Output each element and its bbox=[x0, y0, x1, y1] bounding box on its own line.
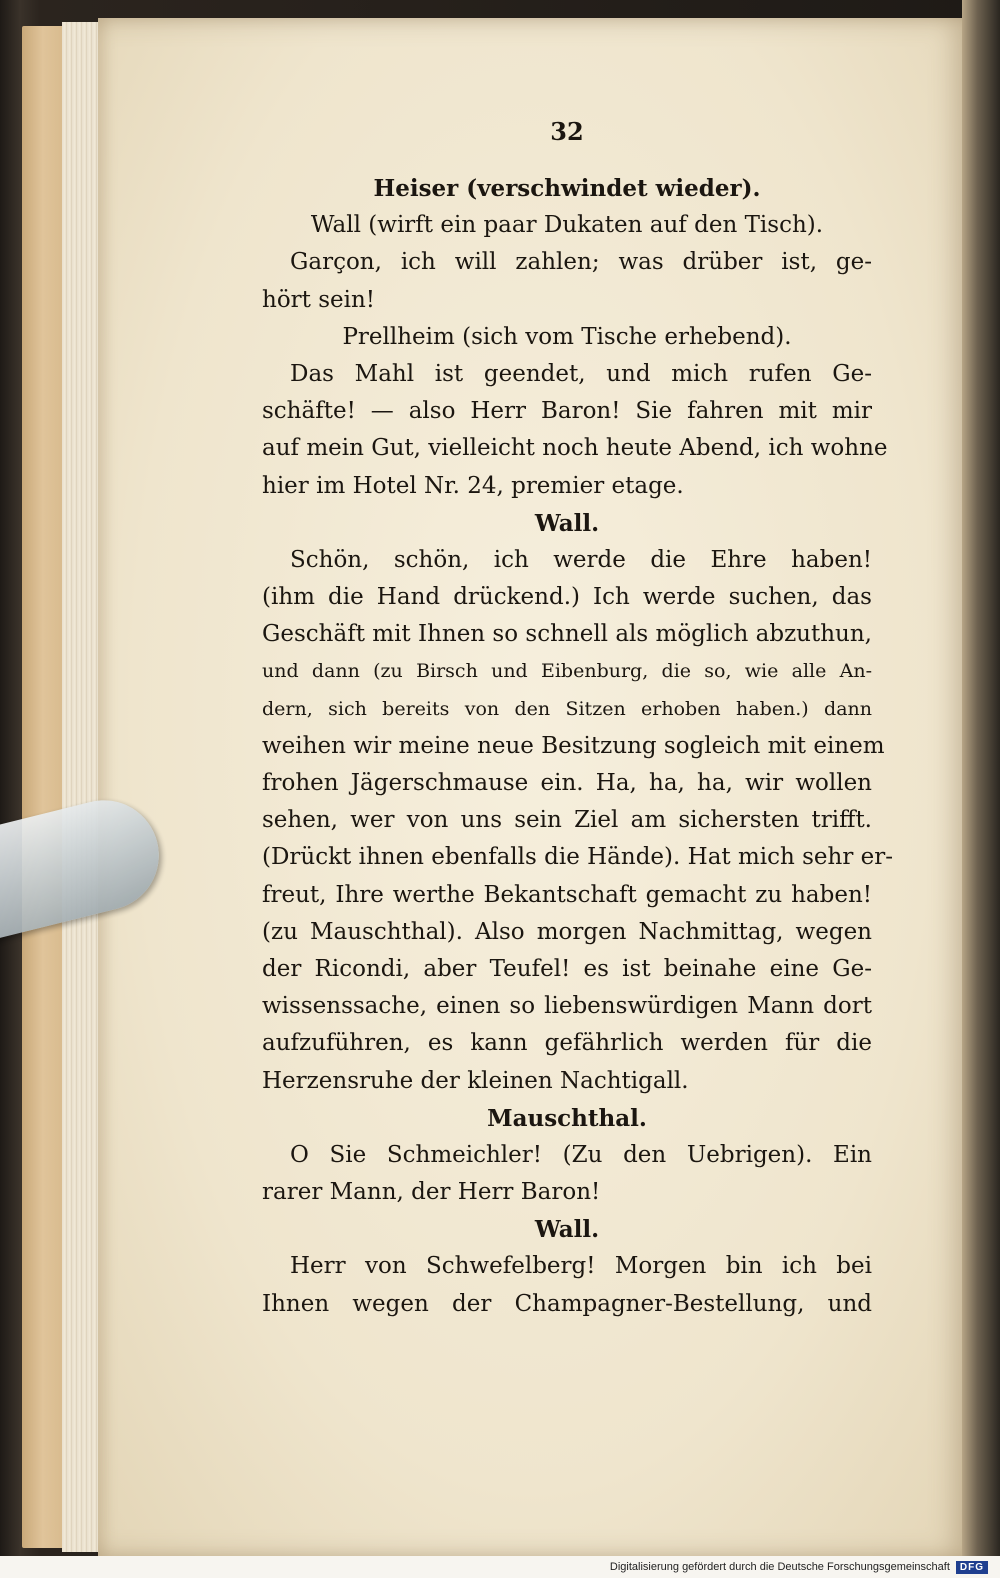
text-line: freut, Ihre werthe Bekantschaft gemacht zu haben! bbox=[262, 881, 872, 908]
text-line: Ihnen wegen der Champagner-Bestellung, und bbox=[262, 1290, 872, 1317]
text-line: weihen wir meine neue Besitzung sogleich mit einem bbox=[262, 732, 885, 759]
dfg-logo: DFG bbox=[956, 1561, 988, 1574]
text-line: Wall (wirft ein paar Dukaten auf den Tisch). bbox=[310, 212, 824, 239]
text-line: (Drückt ihnen ebenfalls die Hände). Hat mich sehr er- bbox=[262, 844, 894, 871]
text-line: wissenssache, einen so liebenswürdigen Mann dort bbox=[262, 993, 872, 1020]
footer-text: Digitalisierung gefördert durch die Deutsche Forschungsgemeinschaft bbox=[609, 1561, 950, 1573]
text-line: hört sein! bbox=[262, 286, 376, 313]
book-gutter bbox=[962, 0, 1000, 1578]
text-line: Das Mahl ist geendet, und mich rufen Ge- bbox=[290, 360, 872, 387]
text-line: Geschäft mit Ihnen so schnell als möglich abzuthun, bbox=[262, 621, 872, 648]
text-line: (zu Mauschthal). Also morgen Nachmittag, wegen bbox=[262, 918, 872, 945]
text-line: hier im Hotel Nr. 24, premier etage. bbox=[262, 472, 684, 499]
page-number: 32 bbox=[550, 117, 584, 146]
text-line: der Ricondi, aber Teufel! es ist beinahe eine Ge- bbox=[262, 955, 872, 982]
text-line: schäfte! — also Herr Baron! Sie fahren mit mir bbox=[262, 398, 872, 425]
text-line: Herzensruhe der kleinen Nachtigall. bbox=[262, 1067, 689, 1094]
text-line: Schön, schön, ich werde die Ehre haben! bbox=[290, 546, 872, 573]
text-line: Heiser (verschwindet wieder). bbox=[373, 175, 761, 202]
page-edges bbox=[62, 22, 100, 1552]
page-text bbox=[262, 112, 894, 1323]
text-line: Herr von Schwefelberg! Morgen bin ich bei bbox=[290, 1253, 872, 1280]
speaker-name: Wall. bbox=[534, 1216, 600, 1244]
text-line: (ihm die Hand drückend.) Ich werde suchen, das bbox=[262, 584, 872, 611]
text-line: Prellheim (sich vom Tische erhebend). bbox=[342, 323, 792, 350]
digitization-footer bbox=[0, 1556, 1000, 1578]
text-line: frohen Jägerschmause ein. Ha, ha, ha, wir wollen bbox=[262, 770, 872, 796]
text-line: dern, sich bereits von den Sitzen erhoben haben.) dann bbox=[262, 697, 872, 720]
text-line: auf mein Gut, vielleicht noch heute Abend, ich wohne bbox=[262, 435, 888, 462]
text-line: sehen, wer von uns sein Ziel am sichersten trifft. bbox=[262, 807, 872, 834]
text-line: Garçon, ich will zahlen; was drüber ist, ge- bbox=[290, 249, 872, 276]
text-line: rarer Mann, der Herr Baron! bbox=[262, 1179, 601, 1206]
text-line: und dann (zu Birsch und Eibenburg, die so, wie alle An- bbox=[262, 660, 872, 683]
text-line: O Sie Schmeichler! (Zu den Uebrigen). Ein bbox=[290, 1141, 872, 1168]
speaker-name: Wall. bbox=[534, 509, 600, 537]
text-line: aufzuführen, es kann gefährlich werden für die bbox=[262, 1030, 872, 1057]
speaker-name: Mauschthal. bbox=[487, 1104, 647, 1132]
